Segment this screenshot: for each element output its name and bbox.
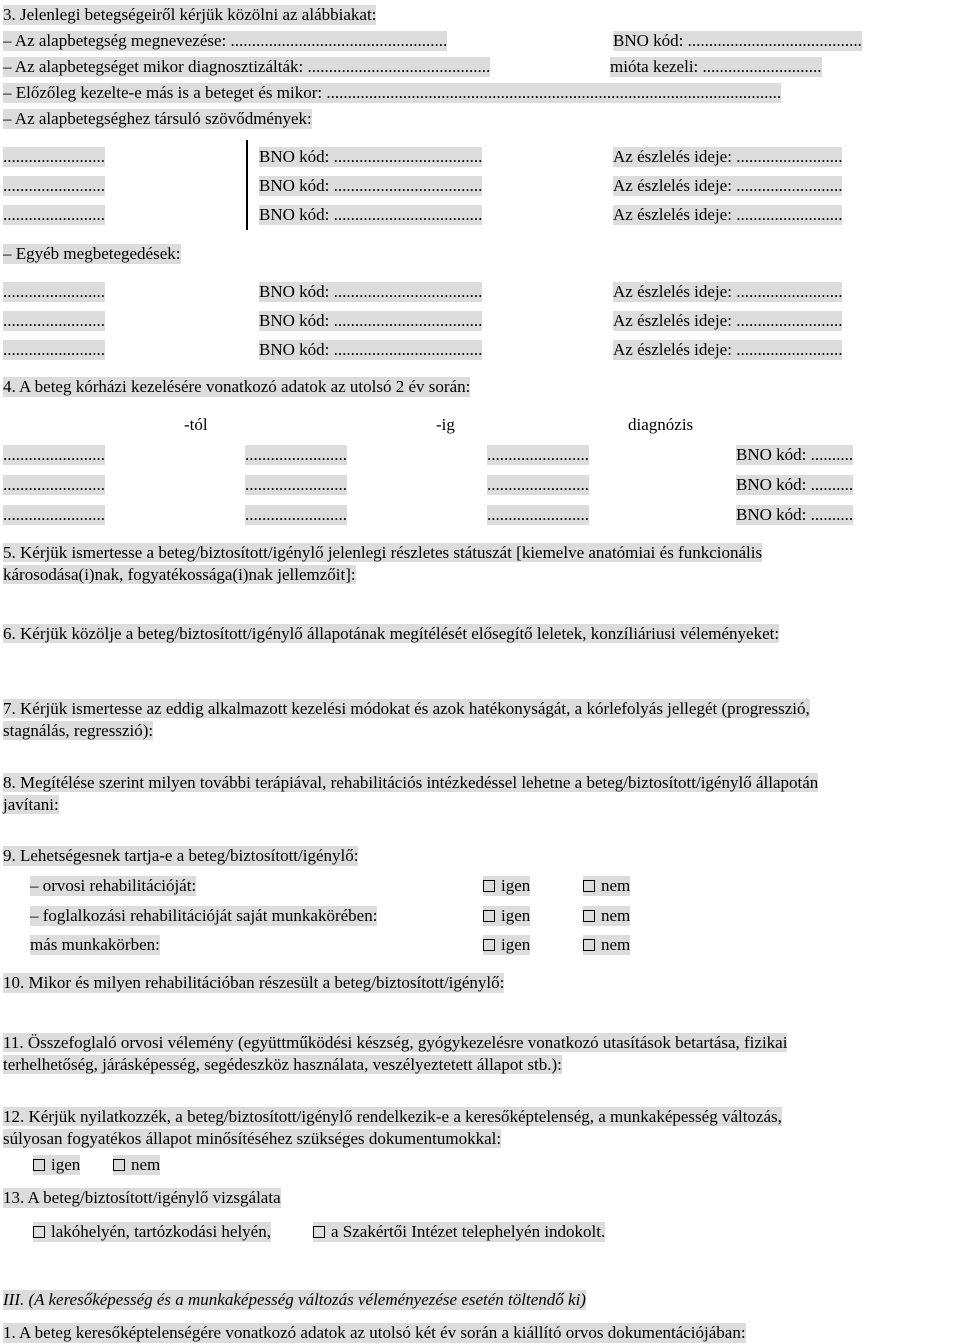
szovodmeny-1-field[interactable]: ........................ (3, 147, 105, 166)
szakertoi-intezet-option[interactable]: a Szakértői Intézet telephelyén indokolt. (313, 1222, 605, 1242)
col-diagnozis-header: diagnózis (628, 415, 694, 434)
mióta-kezeli-field[interactable]: mióta kezeli: ............................ (610, 57, 822, 76)
section-12-text: 12. Kérjük nyilatkozzék, a beteg/biztosított/igénylő rendelkezik-e a keresőképtelenség, a munkaképesség változás, súlyosan fogyatékos állapot minősítéséhez szükséges dokumentumokkal: (3, 1107, 782, 1148)
szovodmeny-3-field[interactable]: ........................ (3, 205, 105, 224)
szovodmeny-1-bno[interactable]: BNO kód: ................................... (259, 147, 483, 166)
orvosi-rehab-label: – orvosi rehabilitációját: (30, 876, 197, 895)
korhaz-2-ig[interactable]: ........................ (245, 475, 347, 494)
section-7-text: 7. Kérjük ismertesse az eddig alkalmazott kezelési módokat és azok hatékonyságát, a kórlefolyás jellegét (progresszió, stagnálás, regresszió): (3, 699, 810, 740)
orvosi-igen-checkbox[interactable] (483, 880, 495, 892)
szovodmeny-2-bno[interactable]: BNO kód: ................................... (259, 176, 483, 195)
diagnosztizalt-field[interactable]: – Az alapbetegséget mikor diagnosztizálták: ........................................... (3, 57, 491, 76)
section-8-text: 8. Megítélése szerint milyen további terápiával, rehabilitációs intézkedéssel lehetne a beteg/biztosított/igénylő állapotán javítani: (3, 773, 819, 814)
mas-munkakor-igen-checkbox[interactable] (483, 939, 495, 951)
egyeb-1-bno[interactable]: BNO kód: ................................... (259, 282, 483, 301)
korhaz-2-tol[interactable]: ........................ (3, 475, 105, 494)
egyeb-3-eszleles[interactable]: Az észlelés ideje: ......................... (613, 340, 843, 359)
part-3-heading: III. (A keresőképesség és a munkaképesség változás véleményezése esetén töltendő ki) (3, 1290, 586, 1309)
korhaz-3-tol[interactable]: ........................ (3, 505, 105, 524)
section-9-title: 9. Lehetségesnek tartja-e a beteg/biztosított/igénylő: (3, 846, 359, 865)
foglalkozasi-rehab-label: – foglalkozási rehabilitációját saját munkakörében: (30, 906, 378, 925)
section-13-title: 13. A beteg/biztosított/igénylő vizsgálata (3, 1188, 281, 1207)
szovodmenyek-label: – Az alapbetegséghez társuló szövődmények: (3, 109, 312, 128)
korhaz-3-diag[interactable]: ........................ (487, 505, 589, 524)
szovodmeny-2-field[interactable]: ........................ (3, 176, 105, 195)
foglalkozasi-igen-checkbox[interactable] (483, 910, 495, 922)
korhaz-1-ig[interactable]: ........................ (245, 445, 347, 464)
mas-munkakor-nem-checkbox[interactable] (583, 939, 595, 951)
orvosi-igen-option[interactable]: igen (483, 876, 530, 896)
szovodmeny-2-eszleles[interactable]: Az észlelés ideje: ......................... (613, 176, 843, 195)
section-6-text: 6. Kérjük közölje a beteg/biztosított/igénylő állapotának megítélését elősegítő leletek, konzíliáriusi véleményeket: (3, 624, 780, 643)
section-5-text: 5. Kérjük ismertesse a beteg/biztosított/igénylő jelenlegi részletes státuszát [kiemelve anatómiai és funkcionális károsodása(i)nak, fogyatékossága(i)nak jellemzőit]: (3, 543, 763, 584)
alapbetegseg-field[interactable]: – Az alapbetegség megnevezése: ................................................... (3, 31, 448, 50)
egyeb-3-field[interactable]: ........................ (3, 340, 105, 359)
col-tol-header: -tól (184, 415, 208, 434)
orvosi-nem-option[interactable]: nem (583, 876, 630, 896)
korhaz-2-diag[interactable]: ........................ (487, 475, 589, 494)
egyeb-3-bno[interactable]: BNO kód: ................................... (259, 340, 483, 359)
orvosi-nem-checkbox[interactable] (583, 880, 595, 892)
s12-igen-option[interactable]: igen (33, 1155, 80, 1175)
col-ig-header: -ig (436, 415, 455, 434)
egyeb-2-bno[interactable]: BNO kód: ................................... (259, 311, 483, 330)
egyeb-1-eszleles[interactable]: Az észlelés ideje: ......................... (613, 282, 843, 301)
lakohely-option[interactable]: lakóhelyén, tartózkodási helyén, (33, 1222, 271, 1242)
korhaz-1-bno[interactable]: BNO kód: .......... (736, 445, 854, 464)
s12-igen-checkbox[interactable] (33, 1159, 45, 1171)
foglalkozasi-igen-option[interactable]: igen (483, 906, 530, 926)
alapbetegseg-bno-field[interactable]: BNO kód: ......................................... (613, 31, 862, 50)
mas-munkakor-igen-option[interactable]: igen (483, 935, 530, 955)
egyeb-1-field[interactable]: ........................ (3, 282, 105, 301)
korhaz-1-diag[interactable]: ........................ (487, 445, 589, 464)
s12-nem-option[interactable]: nem (113, 1155, 160, 1175)
lakohely-checkbox[interactable] (33, 1226, 45, 1238)
part-3-item-1: 1. A beteg keresőképtelenségére vonatkozó adatok az utolsó két év során a kiállító orvos dokumentációjában: (3, 1323, 746, 1342)
mas-munkakor-nem-option[interactable]: nem (583, 935, 630, 955)
korhaz-3-bno[interactable]: BNO kód: .......... (736, 505, 854, 524)
korhaz-2-bno[interactable]: BNO kód: .......... (736, 475, 854, 494)
korhaz-1-tol[interactable]: ........................ (3, 445, 105, 464)
egyeb-megbetegedesek-label: – Egyéb megbetegedések: (3, 244, 181, 263)
section-3-title: 3. Jelenlegi betegségeiről kérjük közölni az alábbiakat: (3, 5, 377, 24)
szovodmeny-3-bno[interactable]: BNO kód: ................................... (259, 205, 483, 224)
szovodmeny-3-eszleles[interactable]: Az észlelés ideje: ......................... (613, 205, 843, 224)
foglalkozasi-nem-option[interactable]: nem (583, 906, 630, 926)
egyeb-2-eszleles[interactable]: Az észlelés ideje: ......................... (613, 311, 843, 330)
section-10-text: 10. Mikor és milyen rehabilitációban részesült a beteg/biztosított/igénylő: (3, 973, 505, 992)
korhaz-3-ig[interactable]: ........................ (245, 505, 347, 524)
mas-munkakor-label: más munkakörben: (30, 935, 160, 954)
elozoleg-kezelte-field[interactable]: – Előzőleg kezelte-e más is a beteget és mikor: ........................................................................................................... (3, 83, 782, 102)
egyeb-2-field[interactable]: ........................ (3, 311, 105, 330)
foglalkozasi-nem-checkbox[interactable] (583, 910, 595, 922)
s12-nem-checkbox[interactable] (113, 1159, 125, 1171)
section-4-title: 4. A beteg kórházi kezelésére vonatkozó adatok az utolsó 2 év során: (3, 377, 471, 396)
szovodmeny-1-eszleles[interactable]: Az észlelés ideje: ......................... (613, 147, 843, 166)
section-11-text: 11. Összefoglaló orvosi vélemény (együttműködési készség, gyógykezelésre vonatkozó utasítások betartása, fizikai terhelhetőség, járásképesség, segédeszköz használata, veszélyeztetett állapot stb.): (3, 1033, 788, 1074)
column-divider (246, 140, 248, 230)
szakertoi-intezet-checkbox[interactable] (313, 1226, 325, 1238)
